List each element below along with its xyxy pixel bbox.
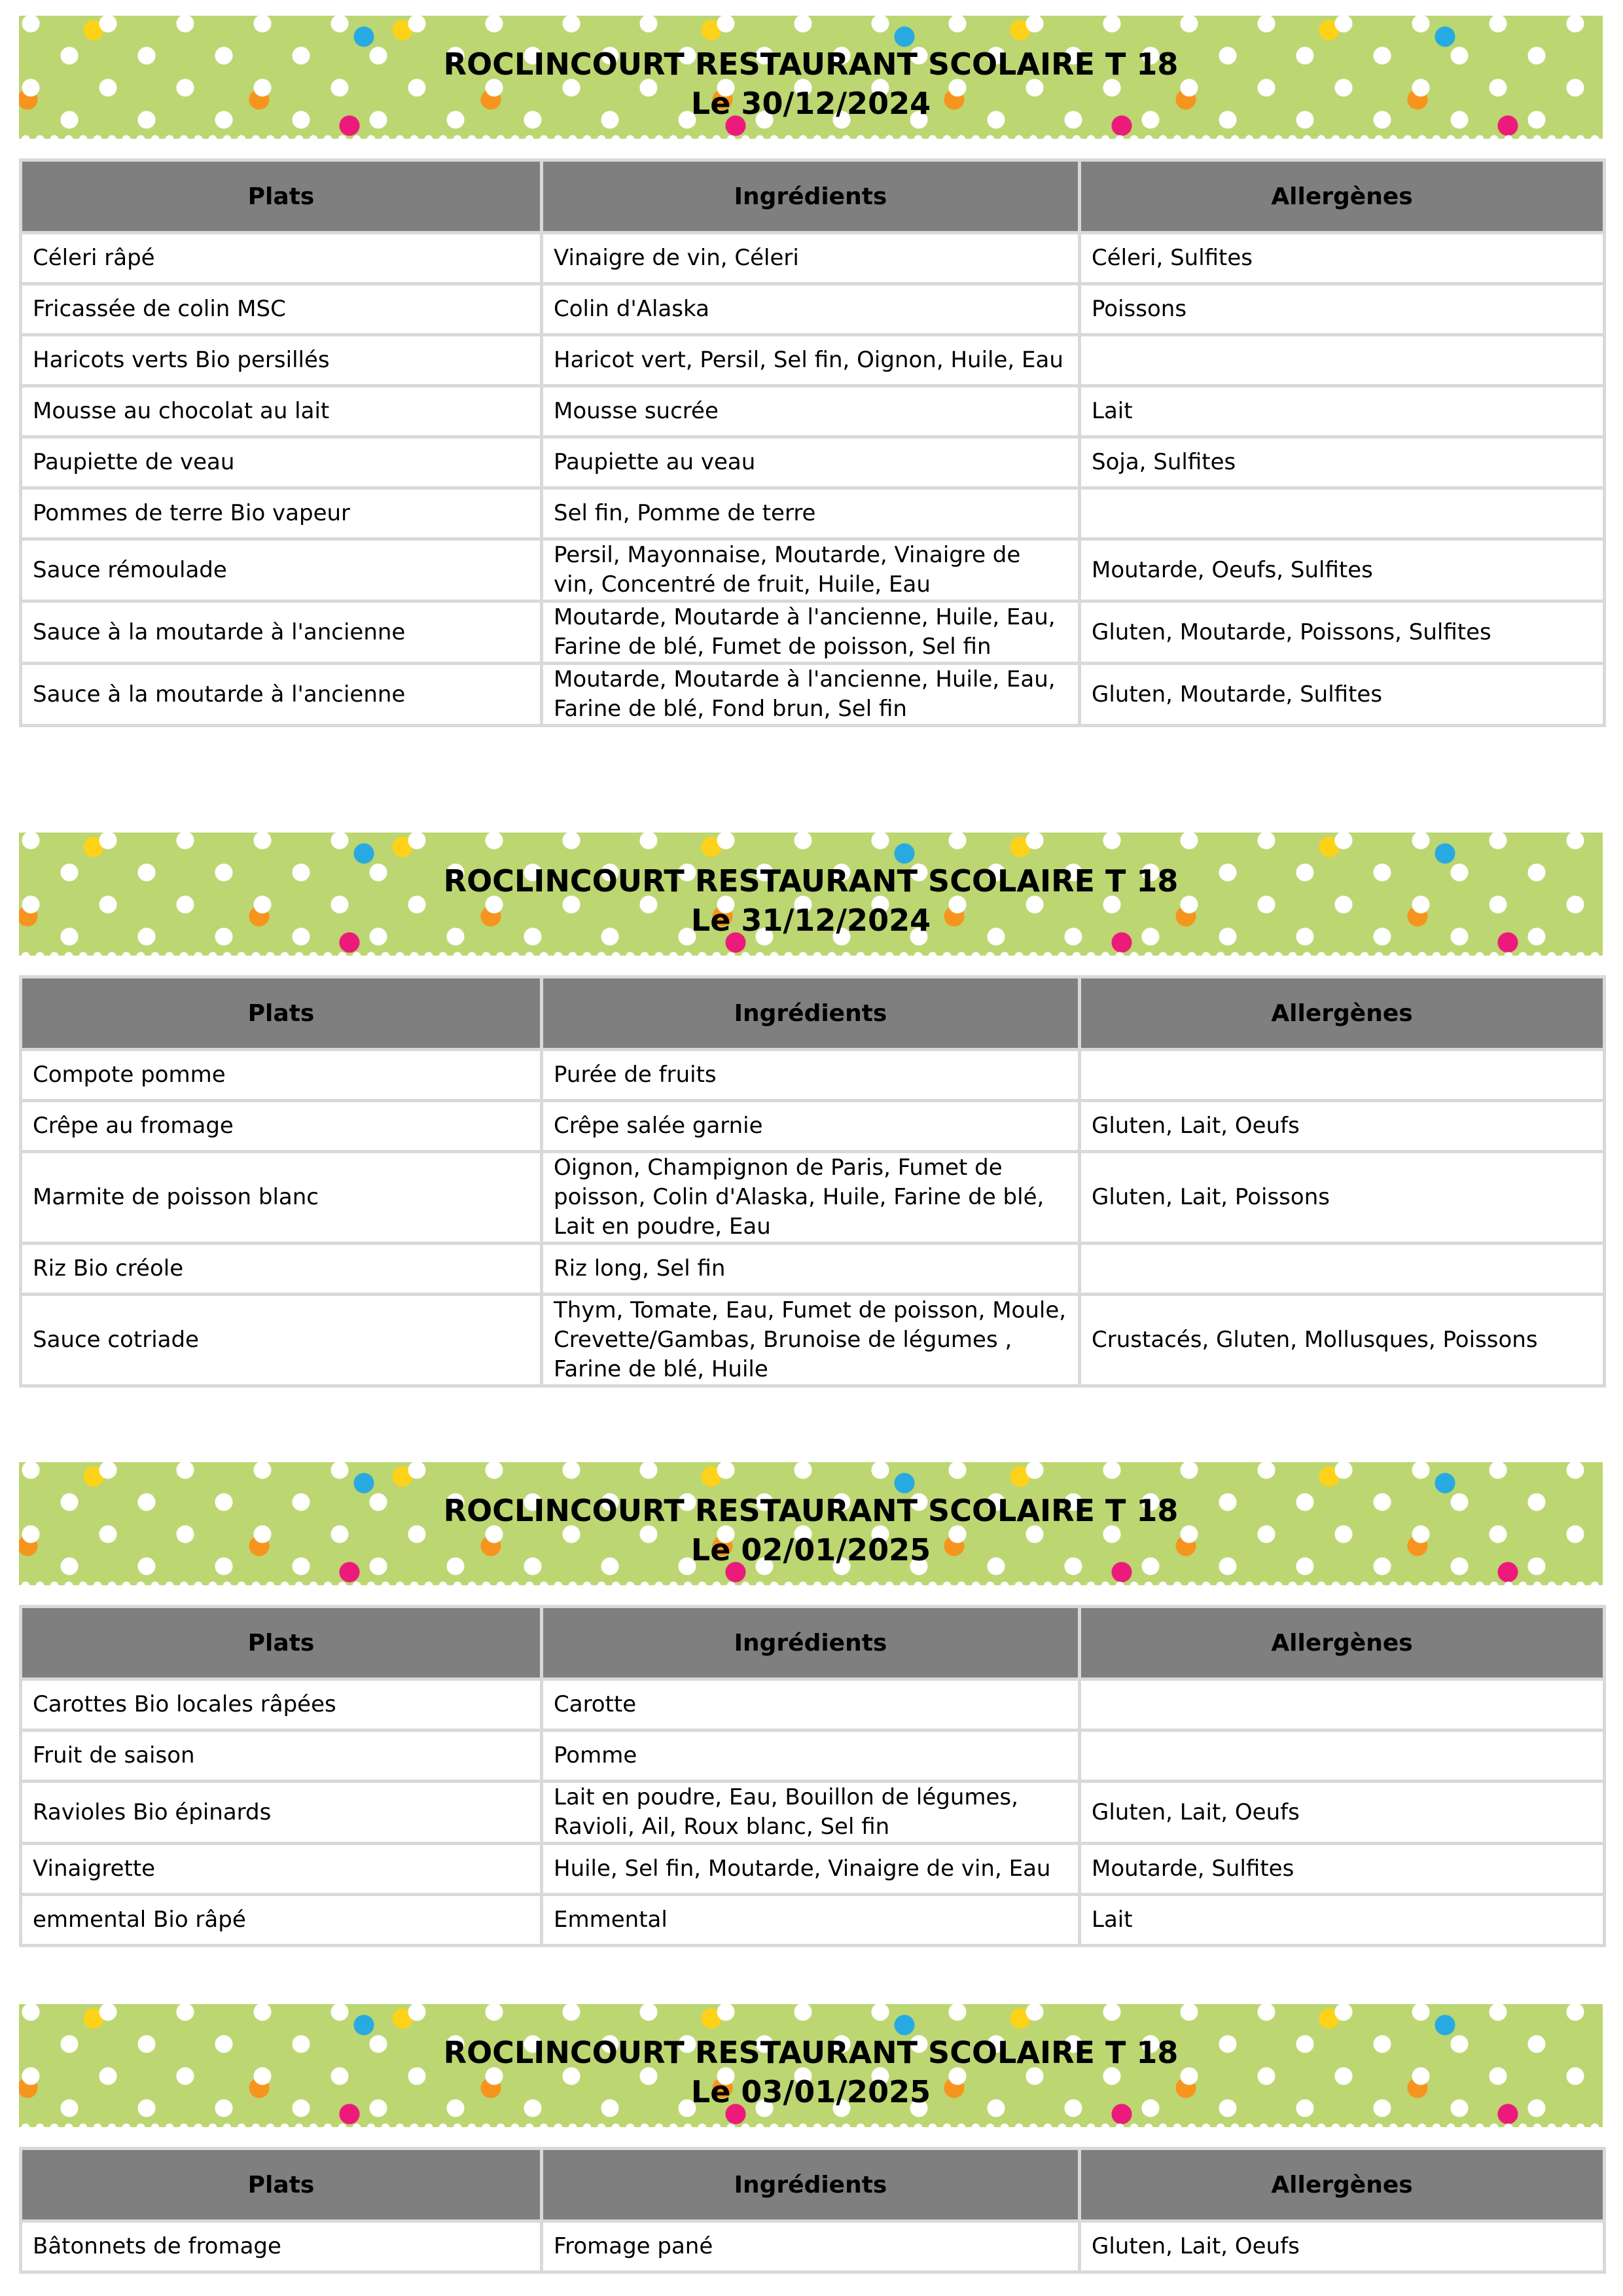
- table-row: [21, 233, 1605, 284]
- table-row: [21, 1782, 1605, 1844]
- cell-plat: Fruit de saison: [21, 1731, 542, 1782]
- cell-allergenes: Gluten, Moutarde, Poissons, Sulfites: [1080, 601, 1605, 664]
- header-ingredients: Ingrédients: [542, 160, 1080, 233]
- school-title: ROCLINCOURT RESTAURANT SCOLAIRE T 18: [443, 2035, 1179, 2070]
- cell-plat: Haricots verts Bio persillés: [21, 335, 542, 386]
- cell-plat: Marmite de poisson blanc: [21, 1152, 542, 1244]
- day-section: [19, 2004, 1603, 2259]
- cell-plat: Riz Bio créole: [21, 1244, 542, 1295]
- cell-allergenes: Lait: [1080, 386, 1605, 437]
- table-row: [21, 284, 1605, 335]
- table-header-row: [21, 1607, 1605, 1679]
- menu-table: [19, 1605, 1606, 1947]
- menu-table: [19, 975, 1606, 1388]
- table-header-row: [21, 2149, 1605, 2221]
- cell-ingredients: Pomme: [542, 1731, 1080, 1782]
- table-row: [21, 1050, 1605, 1101]
- menu-date: Le 02/01/2025: [690, 1532, 931, 1568]
- menu-banner: [19, 1462, 1603, 1585]
- cell-plat: Crêpe au fromage: [21, 1101, 542, 1152]
- cell-allergenes: [1080, 1731, 1605, 1782]
- cell-ingredients: Moutarde, Moutarde à l'ancienne, Huile, Eau, Farine de blé, Fond brun, Sel fin: [542, 664, 1080, 726]
- cell-ingredients: Mousse sucrée: [542, 386, 1080, 437]
- cell-ingredients: Paupiette au veau: [542, 437, 1080, 488]
- table-row: [21, 664, 1605, 726]
- table-row: [21, 1731, 1605, 1782]
- cell-plat: emmental Bio râpé: [21, 1895, 542, 1946]
- school-title: ROCLINCOURT RESTAURANT SCOLAIRE T 18: [443, 863, 1179, 899]
- header-allergenes: Allergènes: [1080, 1607, 1605, 1679]
- cell-plat: Ravioles Bio épinards: [21, 1782, 542, 1844]
- table-row: [21, 1844, 1605, 1895]
- cell-allergenes: Lait: [1080, 1895, 1605, 1946]
- cell-plat: Pommes de terre Bio vapeur: [21, 488, 542, 539]
- cell-plat: Vinaigrette: [21, 1844, 542, 1895]
- cell-plat: Sauce à la moutarde à l'ancienne: [21, 664, 542, 726]
- cell-allergenes: Poissons: [1080, 284, 1605, 335]
- cell-ingredients: Lait en poudre, Eau, Bouillon de légumes, Ravioli, Ail, Roux blanc, Sel fin: [542, 1782, 1080, 1844]
- cell-plat: Céleri râpé: [21, 233, 542, 284]
- cell-plat: Sauce rémoulade: [21, 539, 542, 601]
- cell-ingredients: Colin d'Alaska: [542, 284, 1080, 335]
- table-row: [21, 1679, 1605, 1731]
- cell-allergenes: [1080, 335, 1605, 386]
- cell-allergenes: Gluten, Lait, Oeufs: [1080, 1101, 1605, 1152]
- cell-allergenes: Moutarde, Oeufs, Sulfites: [1080, 539, 1605, 601]
- cell-plat: Bâtonnets de fromage: [21, 2221, 542, 2272]
- table-row: [21, 1244, 1605, 1295]
- table-row: [21, 539, 1605, 601]
- day-section: [19, 16, 1603, 722]
- cell-plat: Carottes Bio locales râpées: [21, 1679, 542, 1731]
- cell-allergenes: Gluten, Lait, Oeufs: [1080, 2221, 1605, 2272]
- table-row: [21, 488, 1605, 539]
- cell-ingredients: Sel fin, Pomme de terre: [542, 488, 1080, 539]
- menu-banner: [19, 16, 1603, 139]
- cell-ingredients: Fromage pané: [542, 2221, 1080, 2272]
- day-section: [19, 1462, 1603, 1933]
- menu-banner: [19, 833, 1603, 956]
- cell-allergenes: [1080, 488, 1605, 539]
- cell-ingredients: Carotte: [542, 1679, 1080, 1731]
- header-plats: Plats: [21, 1607, 542, 1679]
- cell-ingredients: Huile, Sel fin, Moutarde, Vinaigre de vin, Eau: [542, 1844, 1080, 1895]
- cell-plat: Fricassée de colin MSC: [21, 284, 542, 335]
- menu-date: Le 30/12/2024: [690, 86, 931, 121]
- header-allergenes: Allergènes: [1080, 977, 1605, 1050]
- cell-ingredients: Haricot vert, Persil, Sel fin, Oignon, Huile, Eau: [542, 335, 1080, 386]
- table-header-row: [21, 160, 1605, 233]
- cell-allergenes: Moutarde, Sulfites: [1080, 1844, 1605, 1895]
- cell-ingredients: Persil, Mayonnaise, Moutarde, Vinaigre de vin, Concentré de fruit, Huile, Eau: [542, 539, 1080, 601]
- header-ingredients: Ingrédients: [542, 2149, 1080, 2221]
- table-header-row: [21, 977, 1605, 1050]
- menu-table: [19, 158, 1606, 727]
- table-row: [21, 437, 1605, 488]
- table-row: [21, 1295, 1605, 1386]
- header-allergenes: Allergènes: [1080, 2149, 1605, 2221]
- cell-allergenes: Crustacés, Gluten, Mollusques, Poissons: [1080, 1295, 1605, 1386]
- menu-table: [19, 2147, 1606, 2274]
- cell-plat: Mousse au chocolat au lait: [21, 386, 542, 437]
- cell-ingredients: Purée de fruits: [542, 1050, 1080, 1101]
- table-row: [21, 1101, 1605, 1152]
- header-allergenes: Allergènes: [1080, 160, 1605, 233]
- table-row: [21, 1152, 1605, 1244]
- table-row: [21, 386, 1605, 437]
- cell-allergenes: [1080, 1050, 1605, 1101]
- table-row: [21, 1895, 1605, 1946]
- cell-ingredients: Crêpe salée garnie: [542, 1101, 1080, 1152]
- header-plats: Plats: [21, 977, 542, 1050]
- cell-plat: Sauce à la moutarde à l'ancienne: [21, 601, 542, 664]
- cell-ingredients: Riz long, Sel fin: [542, 1244, 1080, 1295]
- header-plats: Plats: [21, 2149, 542, 2221]
- cell-plat: Paupiette de veau: [21, 437, 542, 488]
- cell-allergenes: Céleri, Sulfites: [1080, 233, 1605, 284]
- cell-allergenes: Soja, Sulfites: [1080, 437, 1605, 488]
- table-row: [21, 335, 1605, 386]
- cell-ingredients: Vinaigre de vin, Céleri: [542, 233, 1080, 284]
- table-row: [21, 601, 1605, 664]
- table-row: [21, 2221, 1605, 2272]
- day-section: [19, 833, 1603, 1382]
- menu-banner: [19, 2004, 1603, 2127]
- school-title: ROCLINCOURT RESTAURANT SCOLAIRE T 18: [443, 1493, 1179, 1528]
- school-title: ROCLINCOURT RESTAURANT SCOLAIRE T 18: [443, 46, 1179, 82]
- cell-allergenes: Gluten, Moutarde, Sulfites: [1080, 664, 1605, 726]
- cell-allergenes: [1080, 1244, 1605, 1295]
- cell-ingredients: Oignon, Champignon de Paris, Fumet de poisson, Colin d'Alaska, Huile, Farine de blé, Lait en poudre, Eau: [542, 1152, 1080, 1244]
- cell-ingredients: Emmental: [542, 1895, 1080, 1946]
- header-plats: Plats: [21, 160, 542, 233]
- cell-ingredients: Moutarde, Moutarde à l'ancienne, Huile, Eau, Farine de blé, Fumet de poisson, Sel fin: [542, 601, 1080, 664]
- cell-allergenes: Gluten, Lait, Poissons: [1080, 1152, 1605, 1244]
- cell-allergenes: Gluten, Lait, Oeufs: [1080, 1782, 1605, 1844]
- header-ingredients: Ingrédients: [542, 977, 1080, 1050]
- cell-plat: Sauce cotriade: [21, 1295, 542, 1386]
- cell-ingredients: Thym, Tomate, Eau, Fumet de poisson, Moule, Crevette/Gambas, Brunoise de légumes , Farine de blé, Huile: [542, 1295, 1080, 1386]
- cell-allergenes: [1080, 1679, 1605, 1731]
- cell-plat: Compote pomme: [21, 1050, 542, 1101]
- menu-date: Le 03/01/2025: [690, 2074, 931, 2109]
- header-ingredients: Ingrédients: [542, 1607, 1080, 1679]
- menu-date: Le 31/12/2024: [690, 903, 931, 938]
